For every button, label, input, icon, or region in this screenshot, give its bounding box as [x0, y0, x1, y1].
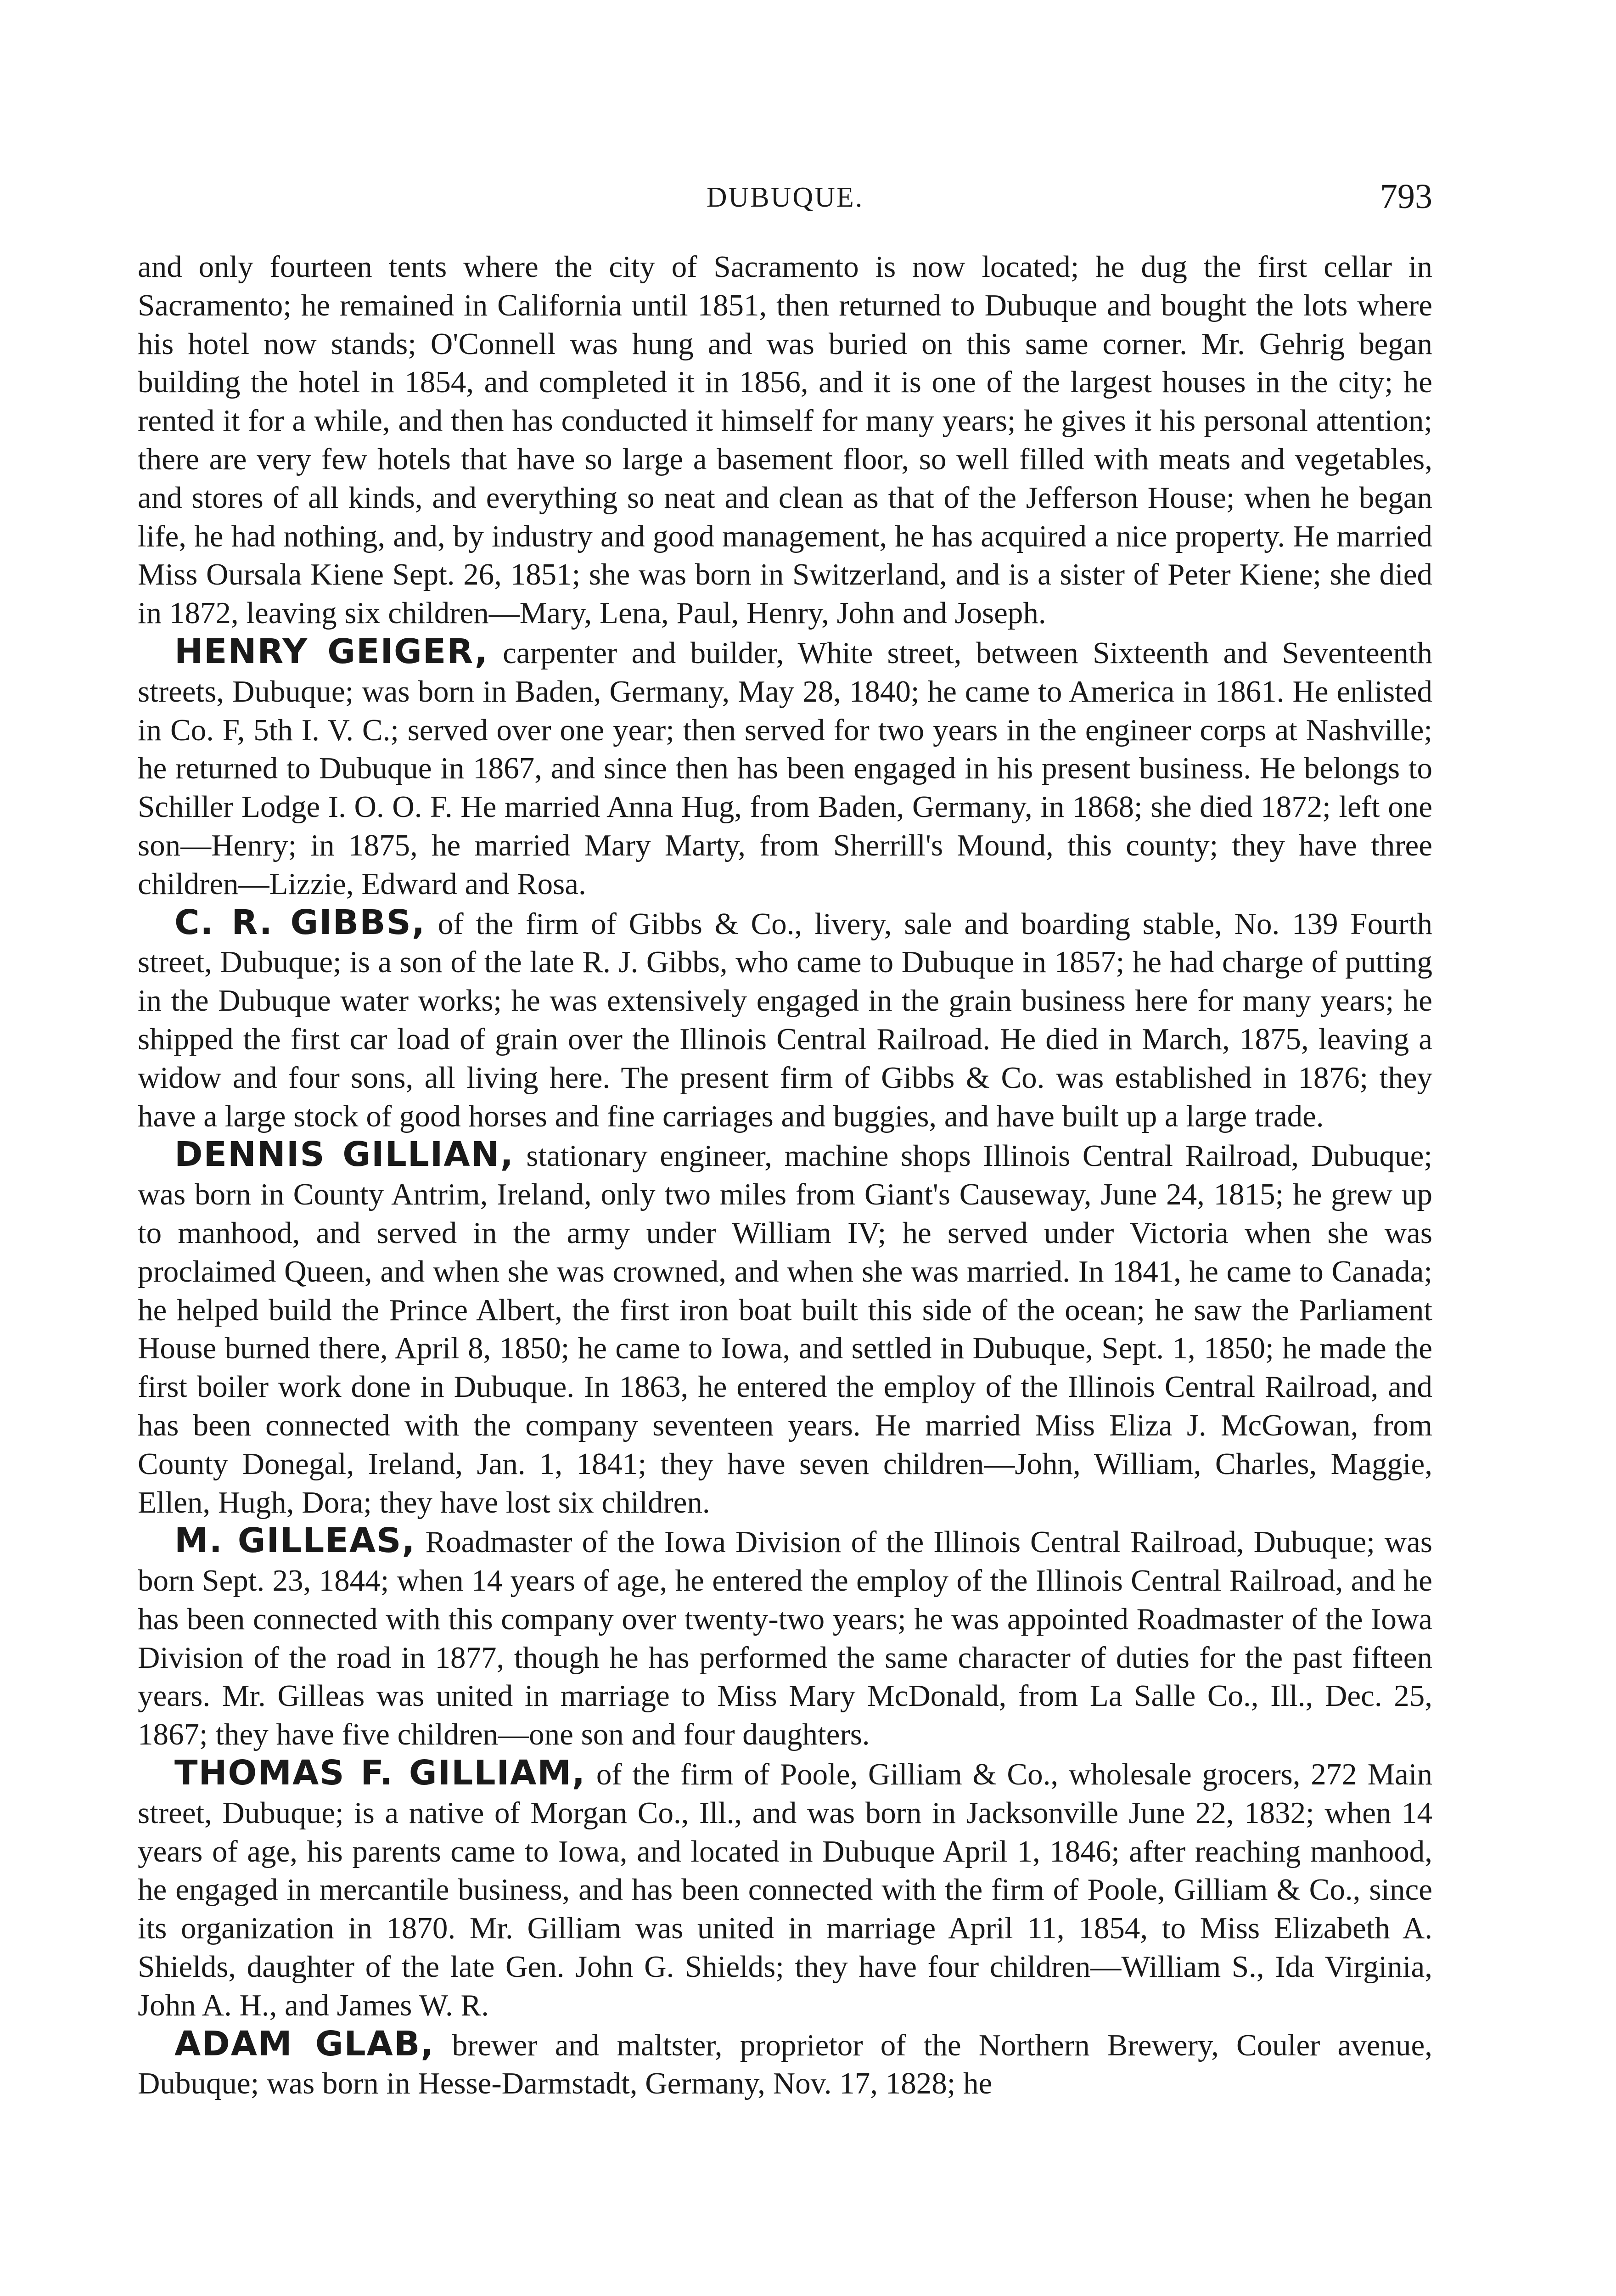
entry-name: HENRY GEIGER,	[174, 631, 488, 671]
body-text	[138, 248, 1432, 2103]
entry-text: of the firm of Poole, Gilliam & Co., wholesale grocers, 272 Main street, Dubuque; is a native of Morgan Co., Ill., and was born in Jacksonville June 22, 1832; when 14 years of age, his parents came to Iowa, and located in Dubuque April 1, 1846; after reaching manhood, he engaged in mercantile business, and has been connected with the firm of Poole, Gilliam & Co., since its organization in 1870. Mr. Gilliam was united in marriage April 11, 1854, to Miss Elizabeth A. Shields, daughter of the late Gen. John G. Shields; they have four children—William S., Ida Virginia, John A. H., and James W. R.	[138, 1757, 1433, 2022]
page-number: 793	[1380, 177, 1432, 216]
entry-text: stationary engineer, machine shops Illinois Central Railroad, Dubuque; was born in County Antrim, Ireland, only two miles from Giant's Causeway, June 24, 1815; he grew up to manhood, and served in the army under William IV; he served under Victoria when she was proclaimed Queen, and when she was crowned, and when she was married. In 1841, he came to Canada; he helped build the Prince Albert, the first iron boat built this side of the ocean; he saw the Parliament House burned there, April 8, 1850; he came to Iowa, and settled in Dubuque, Sept. 1, 1850; he made the first boiler work done in Dubuque. In 1863, he entered the employ of the Illinois Central Railroad, and has been connected with the company seventeen years. He married Miss Eliza J. McGowan, from County Donegal, Ireland, Jan. 1, 1841; they have seven children—John, William, Charles, Maggie, Ellen, Hugh, Dora; they have lost six children.	[138, 1139, 1432, 1519]
entry-name: ADAM GLAB,	[174, 2024, 435, 2064]
continuation-paragraph	[138, 248, 1432, 633]
entry-name: DENNIS GILLIAN,	[174, 1135, 514, 1175]
entry-thomas-f-gilliam	[138, 1754, 1432, 2025]
entry-text: carpenter and builder, White street, between Sixteenth and Seventeenth streets, Dubuque; was born in Baden, Germany, May 28, 1840; he came to America in 1861. He enlisted in Co. F, 5th I. V. C.; served over one year; then served for two years in the engineer corps at Nashville; he returned to Dubuque in 1867, and since then has been engaged in his present business. He belongs to Schiller Lodge I. O. O. F. He married Anna Hug, from Baden, Germany, in 1868; she died 1872; left one son—Henry; in 1875, he married Mary Marty, from Sherrill's Mound, this county; they have three children—Lizzie, Edward and Rosa.	[138, 636, 1432, 901]
entry-text: of the firm of Gibbs & Co., livery, sale and boarding stable, No. 139 Fourth street, Dubuque; is a son of the late R. J. Gibbs, who came to Dubuque in 1857; he had charge of putting in the Dubuque water works; he was extensively engaged in the grain business here for many years; he shipped the first car load of grain over the Illinois Central Railroad. He died in March, 1875, leaving a widow and four sons, all living here. The present firm of Gibbs & Co. was established in 1876; they have a large stock of good horses and fine carriages and buggies, and have built up a large trade.	[138, 906, 1432, 1133]
entry-name: THOMAS F. GILLIAM,	[174, 1753, 586, 1793]
continuation-text: and only fourteen tents where the city of Sacramento is now located; he dug the first cellar in Sacramento; he remained in California until 1851, then returned to Dubuque and bought the lots where his hotel now stands; O'Connell was hung and was buried on this same corner. Mr. Gehrig began building the hotel in 1854, and completed it in 1856, and it is one of the largest houses in the city; he rented it for a while, and then has conducted it himself for many years; he gives it his personal attention; there are very few hotels that have so large a basement floor, so well filled with meats and vegetables, and stores of all kinds, and everything so neat and clean as that of the Jefferson House; when he began life, he had nothing, and, by industry and good management, he has acquired a nice property. He married Miss Oursala Kiene Sept. 26, 1851; she was born in Switzerland, and is a sister of Peter Kiene; she died in 1872, leaving six children—Mary, Lena, Paul, Henry, John and Joseph.	[138, 250, 1432, 630]
entry-name: M. GILLEAS,	[174, 1521, 416, 1561]
entry-name: C. R. GIBBS,	[174, 902, 426, 942]
entry-c-r-gibbs	[138, 904, 1432, 1136]
page-header	[138, 177, 1432, 227]
entry-text: Roadmaster of the Iowa Division of the Illinois Central Railroad, Dubuque; was born Sept. 23, 1844; when 14 years of age, he entered the employ of the Illinois Central Railroad, and he has been connected with this company over twenty-two years; he was appointed Roadmaster of the Iowa Division of the road in 1877, though he has performed the same character of duties for the past fifteen years. Mr. Gilleas was united in marriage to Miss Mary McDonald, from La Salle Co., Ill., Dec. 25, 1867; they have five children—one son and four daughters.	[138, 1525, 1432, 1752]
entry-dennis-gillian	[138, 1136, 1432, 1522]
entry-henry-geiger	[138, 633, 1432, 904]
entry-m-gilleas	[138, 1522, 1432, 1754]
entry-adam-glab	[138, 2025, 1432, 2104]
entry-text: brewer and maltster, proprietor of the Northern Brewery, Couler avenue, Dubuque; was born in Hesse-Darmstadt, Germany, Nov. 17, 1828; he	[138, 2028, 1432, 2101]
running-head: DUBUQUE.	[706, 182, 864, 213]
